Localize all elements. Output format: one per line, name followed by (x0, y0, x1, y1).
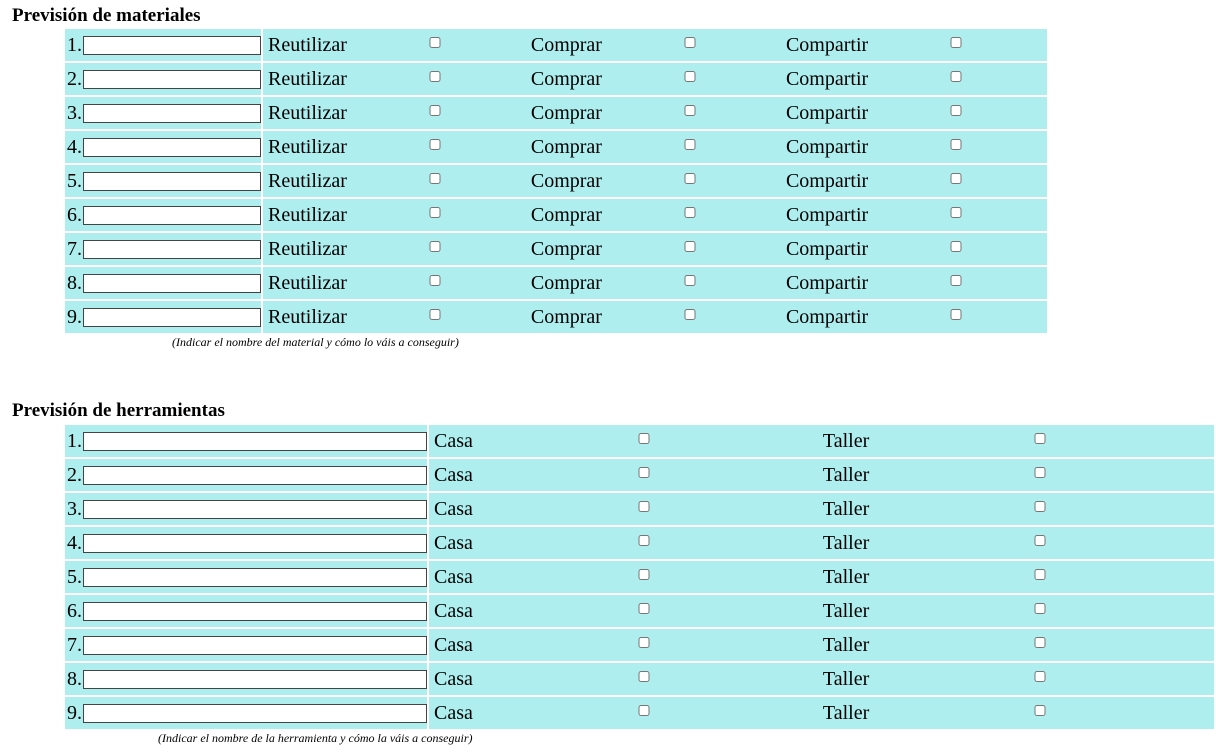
tool-option-label: Taller (822, 497, 870, 520)
compartir-checkbox[interactable] (870, 71, 1042, 82)
tool-option-label: Taller (822, 463, 870, 486)
tool-option-casa (434, 498, 813, 521)
tool-name-cell (65, 527, 427, 559)
material-option-reutilizar (268, 102, 521, 125)
comprar-checkbox[interactable] (604, 71, 776, 82)
material-option-label: Compartir (785, 67, 869, 90)
tool-option-casa (434, 702, 813, 725)
material-options-cell (263, 267, 1047, 299)
material-row-number: 7. (67, 237, 82, 260)
casa-checkbox[interactable] (475, 603, 813, 614)
tool-option-casa (434, 600, 813, 623)
tool-name-cell (65, 697, 427, 729)
material-option-label: Reutilizar (268, 67, 347, 90)
material-option-comprar (531, 68, 776, 91)
tool-option-taller (823, 668, 1209, 691)
material-option-compartir (786, 306, 1042, 329)
comprar-checkbox[interactable] (604, 241, 776, 252)
material-option-label: Compartir (785, 271, 869, 294)
material-option-label: Reutilizar (268, 271, 347, 294)
comprar-checkbox[interactable] (604, 139, 776, 150)
tool-row (65, 425, 1214, 457)
tool-options-cell (429, 595, 1214, 627)
material-option-label: Compartir (785, 33, 869, 56)
material-option-label: Comprar (530, 33, 602, 56)
material-option-reutilizar (268, 306, 521, 329)
compartir-checkbox[interactable] (870, 309, 1042, 320)
material-option-compartir (786, 272, 1042, 295)
material-name-cell (65, 165, 261, 197)
material-name-input[interactable] (83, 36, 261, 55)
material-option-reutilizar (268, 34, 521, 57)
material-option-comprar (531, 34, 776, 57)
materials-note: (Indicar el nombre del material y cómo lo váis a conseguir) (172, 335, 459, 349)
material-option-comprar (531, 102, 776, 125)
material-option-label: Comprar (530, 237, 602, 260)
material-option-comprar (531, 306, 776, 329)
material-options-cell (263, 233, 1047, 265)
material-row-number: 2. (67, 67, 82, 90)
reutilizar-checkbox[interactable] (349, 309, 521, 320)
tools-table (63, 423, 1216, 731)
taller-checkbox[interactable] (871, 705, 1209, 716)
tool-name-cell (65, 493, 427, 525)
material-name-input[interactable] (83, 104, 261, 123)
tool-options-cell (429, 527, 1214, 559)
material-option-reutilizar (268, 272, 521, 295)
tool-row (65, 561, 1214, 593)
compartir-checkbox[interactable] (870, 105, 1042, 116)
tool-name-input[interactable] (83, 704, 427, 723)
material-name-input[interactable] (83, 274, 261, 293)
taller-checkbox[interactable] (871, 603, 1209, 614)
material-option-label: Reutilizar (268, 169, 347, 192)
material-option-label: Compartir (785, 101, 869, 124)
tool-name-input[interactable] (83, 432, 427, 451)
tool-option-label: Casa (434, 701, 473, 724)
tool-row (65, 527, 1214, 559)
material-option-label: Comprar (530, 271, 602, 294)
tool-option-label: Casa (434, 497, 473, 520)
tool-row (65, 493, 1214, 525)
tool-option-label: Casa (434, 599, 473, 622)
reutilizar-checkbox[interactable] (349, 275, 521, 286)
tool-row (65, 459, 1214, 491)
material-name-input[interactable] (83, 172, 261, 191)
tool-option-taller (823, 532, 1209, 555)
tool-options-cell (429, 493, 1214, 525)
casa-checkbox[interactable] (475, 705, 813, 716)
taller-checkbox[interactable] (871, 433, 1209, 444)
tool-row-number: 3. (67, 497, 82, 520)
material-option-compartir (786, 204, 1042, 227)
material-option-label: Comprar (530, 169, 602, 192)
tool-options-cell (429, 425, 1214, 457)
material-option-label: Comprar (530, 135, 602, 158)
tool-options-cell (429, 459, 1214, 491)
tool-name-cell (65, 595, 427, 627)
material-options-cell (263, 97, 1047, 129)
material-option-reutilizar (268, 68, 521, 91)
tool-options-cell (429, 697, 1214, 729)
tool-option-taller (823, 702, 1209, 725)
material-row-number: 1. (67, 33, 82, 56)
material-option-label: Comprar (530, 203, 602, 226)
tool-name-cell (65, 629, 427, 661)
material-option-label: Compartir (785, 169, 869, 192)
tool-option-label: Casa (434, 463, 473, 486)
material-option-label: Compartir (785, 135, 869, 158)
material-name-input[interactable] (83, 240, 261, 259)
material-option-compartir (786, 238, 1042, 261)
material-row-number: 4. (67, 135, 82, 158)
tool-option-taller (823, 566, 1209, 589)
material-row (65, 97, 1047, 129)
material-row (65, 165, 1047, 197)
comprar-checkbox[interactable] (604, 173, 776, 184)
tool-option-label: Taller (822, 701, 870, 724)
material-option-label: Reutilizar (268, 135, 347, 158)
reutilizar-checkbox[interactable] (349, 241, 521, 252)
tool-option-label: Taller (822, 565, 870, 588)
reutilizar-checkbox[interactable] (349, 173, 521, 184)
tools-note: (Indicar el nombre de la herramienta y cómo la váis a conseguir) (158, 731, 473, 745)
casa-checkbox[interactable] (475, 467, 813, 478)
material-option-label: Compartir (785, 237, 869, 260)
material-name-cell (65, 199, 261, 231)
material-name-cell (65, 267, 261, 299)
reutilizar-checkbox[interactable] (349, 139, 521, 150)
tool-option-label: Taller (822, 633, 870, 656)
material-option-reutilizar (268, 170, 521, 193)
material-option-compartir (786, 34, 1042, 57)
taller-checkbox[interactable] (871, 501, 1209, 512)
comprar-checkbox[interactable] (604, 37, 776, 48)
tool-option-casa (434, 532, 813, 555)
material-name-input[interactable] (83, 70, 261, 89)
reutilizar-checkbox[interactable] (349, 207, 521, 218)
material-options-cell (263, 29, 1047, 61)
material-option-comprar (531, 238, 776, 261)
material-option-compartir (786, 170, 1042, 193)
casa-checkbox[interactable] (475, 501, 813, 512)
casa-checkbox[interactable] (475, 637, 813, 648)
tool-options-cell (429, 629, 1214, 661)
compartir-checkbox[interactable] (870, 139, 1042, 150)
tool-name-input[interactable] (83, 534, 427, 553)
tool-row (65, 595, 1214, 627)
tool-row (65, 629, 1214, 661)
tool-name-cell (65, 425, 427, 457)
material-options-cell (263, 199, 1047, 231)
taller-checkbox[interactable] (871, 569, 1209, 580)
material-row (65, 131, 1047, 163)
tool-option-label: Taller (822, 667, 870, 690)
material-options-cell (263, 63, 1047, 95)
taller-checkbox[interactable] (871, 671, 1209, 682)
compartir-checkbox[interactable] (870, 207, 1042, 218)
tool-option-label: Taller (822, 429, 870, 452)
taller-checkbox[interactable] (871, 535, 1209, 546)
tool-row-number: 6. (67, 599, 82, 622)
tool-row-number: 7. (67, 633, 82, 656)
compartir-checkbox[interactable] (870, 241, 1042, 252)
material-name-cell (65, 29, 261, 61)
material-option-reutilizar (268, 204, 521, 227)
material-options-cell (263, 131, 1047, 163)
material-row (65, 199, 1047, 231)
tool-option-taller (823, 430, 1209, 453)
material-option-reutilizar (268, 238, 521, 261)
reutilizar-checkbox[interactable] (349, 105, 521, 116)
material-option-comprar (531, 136, 776, 159)
material-row (65, 267, 1047, 299)
material-name-cell (65, 63, 261, 95)
material-option-comprar (531, 272, 776, 295)
material-row-number: 8. (67, 271, 82, 294)
casa-checkbox[interactable] (475, 671, 813, 682)
tool-name-input[interactable] (83, 602, 427, 621)
material-option-reutilizar (268, 136, 521, 159)
taller-checkbox[interactable] (871, 467, 1209, 478)
tool-name-input[interactable] (83, 466, 427, 485)
material-row (65, 29, 1047, 61)
material-option-comprar (531, 170, 776, 193)
material-option-compartir (786, 102, 1042, 125)
material-row (65, 233, 1047, 265)
material-option-label: Comprar (530, 101, 602, 124)
material-option-label: Reutilizar (268, 203, 347, 226)
material-name-cell (65, 97, 261, 129)
comprar-checkbox[interactable] (604, 105, 776, 116)
comprar-checkbox[interactable] (604, 275, 776, 286)
material-row-number: 6. (67, 203, 82, 226)
reutilizar-checkbox[interactable] (349, 71, 521, 82)
tool-row (65, 697, 1214, 729)
tool-option-label: Casa (434, 633, 473, 656)
compartir-checkbox[interactable] (870, 173, 1042, 184)
tool-options-cell (429, 561, 1214, 593)
tool-option-label: Casa (434, 531, 473, 554)
reutilizar-checkbox[interactable] (349, 37, 521, 48)
tools-title: Previsión de herramientas (12, 400, 225, 421)
material-option-label: Reutilizar (268, 101, 347, 124)
material-option-label: Compartir (785, 305, 869, 328)
comprar-checkbox[interactable] (604, 309, 776, 320)
casa-checkbox[interactable] (475, 569, 813, 580)
material-name-input[interactable] (83, 206, 261, 225)
tool-option-label: Casa (434, 667, 473, 690)
casa-checkbox[interactable] (475, 433, 813, 444)
tool-option-taller (823, 634, 1209, 657)
tool-option-casa (434, 634, 813, 657)
material-row-number: 5. (67, 169, 82, 192)
tool-option-taller (823, 600, 1209, 623)
tool-name-input[interactable] (83, 568, 427, 587)
material-options-cell (263, 165, 1047, 197)
tool-row-number: 9. (67, 701, 82, 724)
tool-name-input[interactable] (83, 636, 427, 655)
compartir-checkbox[interactable] (870, 275, 1042, 286)
tool-option-taller (823, 498, 1209, 521)
material-row-number: 3. (67, 101, 82, 124)
tool-name-input[interactable] (83, 500, 427, 519)
material-option-label: Compartir (785, 203, 869, 226)
material-option-label: Reutilizar (268, 305, 347, 328)
tool-option-casa (434, 668, 813, 691)
material-option-label: Reutilizar (268, 33, 347, 56)
tool-name-input[interactable] (83, 670, 427, 689)
tool-row-number: 2. (67, 463, 82, 486)
tool-name-cell (65, 663, 427, 695)
material-option-compartir (786, 136, 1042, 159)
tool-option-taller (823, 464, 1209, 487)
material-name-input[interactable] (83, 308, 261, 327)
tool-name-cell (65, 561, 427, 593)
tool-row-number: 4. (67, 531, 82, 554)
material-option-label: Comprar (530, 305, 602, 328)
material-option-label: Reutilizar (268, 237, 347, 260)
casa-checkbox[interactable] (475, 535, 813, 546)
material-name-input[interactable] (83, 138, 261, 157)
material-option-comprar (531, 204, 776, 227)
tool-name-cell (65, 459, 427, 491)
material-row (65, 63, 1047, 95)
material-option-compartir (786, 68, 1042, 91)
materials-title: Previsión de materiales (12, 5, 201, 26)
tool-option-label: Casa (434, 429, 473, 452)
tool-option-casa (434, 464, 813, 487)
tool-option-label: Taller (822, 531, 870, 554)
tool-option-label: Taller (822, 599, 870, 622)
taller-checkbox[interactable] (871, 637, 1209, 648)
materials-table (63, 27, 1049, 335)
material-options-cell (263, 301, 1047, 333)
tool-options-cell (429, 663, 1214, 695)
tool-row-number: 5. (67, 565, 82, 588)
tool-row-number: 8. (67, 667, 82, 690)
compartir-checkbox[interactable] (870, 37, 1042, 48)
tool-row (65, 663, 1214, 695)
material-name-cell (65, 233, 261, 265)
tool-option-casa (434, 430, 813, 453)
tool-row-number: 1. (67, 429, 82, 452)
material-name-cell (65, 301, 261, 333)
material-row-number: 9. (67, 305, 82, 328)
material-name-cell (65, 131, 261, 163)
comprar-checkbox[interactable] (604, 207, 776, 218)
material-option-label: Comprar (530, 67, 602, 90)
tool-option-casa (434, 566, 813, 589)
material-row (65, 301, 1047, 333)
tool-option-label: Casa (434, 565, 473, 588)
